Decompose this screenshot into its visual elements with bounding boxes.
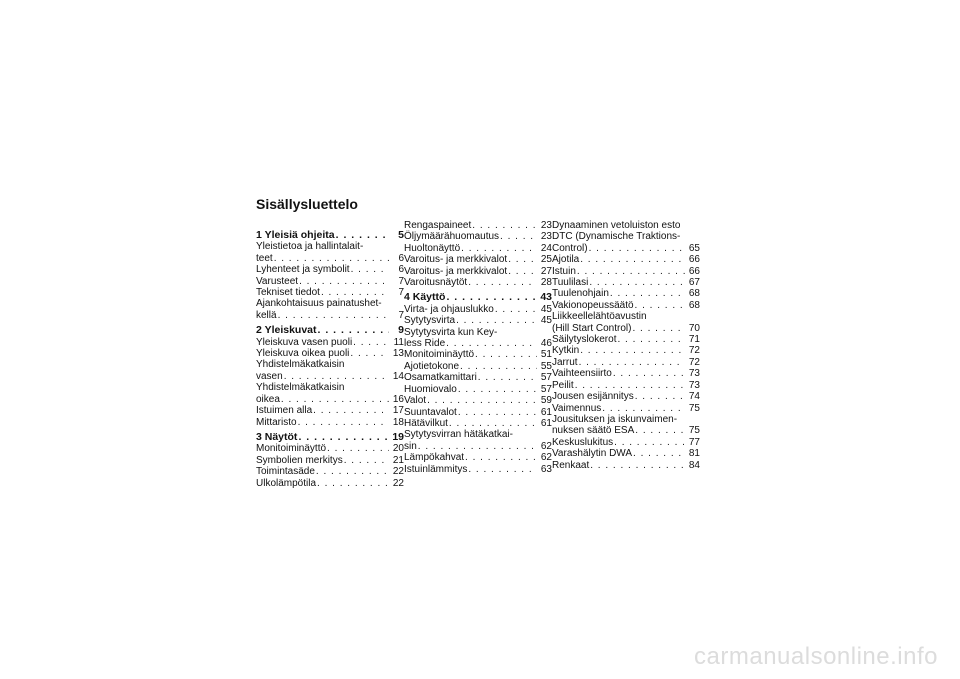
dot-leader [446,338,537,349]
toc-page-number: 24 [540,242,552,254]
toc-entry-label: Varoitusnäytöt [404,277,468,289]
dot-leader [418,441,537,452]
toc-column-1 [256,230,404,489]
toc-entry [552,414,700,437]
toc-entry [552,368,700,379]
toc-entry-text-line: Yhdistelmäkatkaisin [256,359,345,371]
toc-page-number: 73 [688,379,700,391]
toc-entry [552,345,700,356]
toc-entry [552,448,700,459]
toc-page-number: 45 [540,315,552,327]
toc-entry [404,384,552,395]
toc-entry-label: kellä [256,309,277,321]
dot-leader [321,287,389,298]
dot-leader [461,243,537,254]
toc-page-number: 18 [392,416,404,428]
toc-entry-text-line: DTC (Dynamische Traktions- [552,231,681,243]
dot-leader [472,220,537,231]
toc-entry [256,264,404,275]
dot-leader [632,323,685,334]
toc-entry-label: Yleiskuva oikea puoli [256,348,350,360]
toc-entry-label: Vaimennus [552,402,602,414]
toc-entry-row [256,443,404,454]
dot-leader [327,443,389,454]
toc-entry-row [552,357,700,368]
toc-page-number: 66 [688,254,700,266]
toc-entry-label: Virta- ja ohjauslukko [404,303,494,315]
toc-entry-label: Varusteet [256,275,299,287]
toc-page-number: 25 [540,254,552,266]
toc-page-number: 67 [688,277,700,289]
dot-leader [458,407,537,418]
toc-entry [256,298,404,321]
toc-page-number: 51 [540,349,552,361]
toc-entry [256,478,404,489]
toc-entry [404,361,552,372]
dot-leader [446,292,537,303]
toc-entry-text-line: Yhdistelmäkatkaisin [256,382,345,394]
toc-page-number: 46 [540,338,552,350]
toc-entry [256,405,404,416]
dot-leader [580,345,685,356]
toc-entry [404,395,552,406]
toc-entry-row [256,337,404,348]
dot-leader [508,254,537,265]
toc-entry-row [404,315,552,326]
toc-page-number: 5 [398,229,404,241]
toc-entry-label: Varoitus- ja merkkivalot [404,265,508,277]
toc-entry-label: Monitoiminäyttö [256,443,327,455]
dot-leader [318,325,389,336]
toc-page-number: 77 [688,436,700,448]
toc-page-number: 70 [688,322,700,334]
toc-entry-label: less Ride [404,338,446,350]
toc-entry-row [256,276,404,287]
dot-leader [635,300,685,311]
toc-entry-row [404,254,552,265]
toc-page-number: 61 [540,406,552,418]
toc-page-number: 27 [540,265,552,277]
toc-entry-label: Tuulilasi [552,277,589,289]
toc-entry-row [256,325,404,336]
dot-leader [299,276,389,287]
toc-entry-row [256,478,404,489]
toc-entry-label: oikea [256,393,280,405]
toc-entry [404,254,552,265]
toc-entry-row [552,254,700,265]
dot-leader [468,277,537,288]
toc-entry [256,287,404,298]
toc-page-number: 72 [688,356,700,368]
dot-leader [610,288,685,299]
toc-entry [552,437,700,448]
toc-entry-row [552,277,700,288]
dot-leader [278,310,389,321]
dot-leader [579,357,685,368]
toc-page-number: 57 [540,383,552,395]
toc-page-number: 66 [688,265,700,277]
toc-entry-text-line: Yleistietoa ja hallintalait- [256,241,364,253]
toc-entry [404,327,552,350]
toc-entry-label: nuksen säätö ESA [552,425,635,437]
toc-entry-row [404,338,552,349]
toc-section-entry [256,230,404,241]
toc-entry-row [404,372,552,383]
toc-entry-label: Vakionopeussäätö [552,299,634,311]
dot-leader [460,361,537,372]
toc-page-number: 14 [392,370,404,382]
dot-leader [575,380,685,391]
toc-page-number: 59 [540,395,552,407]
toc-page-number: 57 [540,372,552,384]
dot-leader [635,425,685,436]
toc-page-number: 71 [688,334,700,346]
toc-page-number: 74 [688,391,700,403]
dot-leader [274,253,389,264]
toc-entry-text-line: Ajankohtaisuus painatushet- [256,298,382,310]
toc-entry-row [404,231,552,242]
toc-entry [552,300,700,311]
toc-entry-text-line: Jousituksen ja iskunvaimen- [552,413,678,425]
toc-entry [256,348,404,359]
toc-entry [404,372,552,383]
toc-entry-label: Yleiskuva vasen puoli [256,336,353,348]
toc-page-number: 61 [540,417,552,429]
toc-entry [404,349,552,360]
watermark-text: carmanualsonline.info [694,643,938,670]
toc-entry-row [552,288,700,299]
toc-page-number: 62 [540,452,552,464]
dot-leader [281,394,389,405]
dot-leader [475,349,537,360]
toc-page-number: 55 [540,360,552,372]
toc-entry-label: Tekniset tiedot [256,287,320,299]
toc-entry [404,429,552,452]
toc-page-number: 65 [688,242,700,254]
toc-entry [256,382,404,405]
toc-entry-row [404,452,552,463]
toc-entry [256,276,404,287]
toc-entry [552,266,700,277]
toc-column-2 [404,220,552,475]
toc-entry-label: Huomiovalo [404,383,457,395]
toc-entry [404,231,552,242]
toc-entry-row [404,441,552,452]
toc-entry-label: Kytkin [552,345,580,357]
toc-entry-text-line: Liikkeellelähtöavustin [552,311,647,323]
toc-entry-row [404,292,552,303]
toc-entry-row [256,417,404,428]
toc-entry-row [552,425,700,436]
toc-entry-label: vasen [256,370,283,382]
dot-leader [617,334,685,345]
toc-entry [256,241,404,264]
toc-entry-row [552,334,700,345]
dot-leader [577,266,685,277]
toc-page-number: 7 [398,287,404,299]
toc-entry-label: Vaihteensiirto [552,368,612,380]
toc-entry-row [256,348,404,359]
toc-entry-label: Renkaat [552,459,590,471]
toc-entry-label: 1 Yleisiä ohjeita [256,229,335,241]
toc-entry [552,357,700,368]
toc-page-number: 28 [540,277,552,289]
toc-page-number: 22 [392,477,404,489]
toc-entry-label: Jousen esijännitys [552,391,634,403]
toc-entry-label: Varoitus- ja merkkivalot [404,254,508,266]
toc-entry [552,288,700,299]
toc-entry-label: Symbolien merkitys [256,454,343,466]
toc-entry [552,391,700,402]
toc-entry-row [552,368,700,379]
dot-leader [449,418,537,429]
toc-entry [404,220,552,231]
toc-entry-row [552,437,700,448]
dot-leader [613,368,685,379]
toc-page-number: 13 [392,348,404,360]
toc-entry-row [552,448,700,459]
toc-entry-row [552,345,700,356]
dot-leader [456,315,537,326]
dot-leader [589,277,685,288]
toc-page-number: 73 [688,368,700,380]
toc-page-number: 9 [398,324,404,337]
toc-page-number: 43 [540,291,552,304]
toc-entry-label: Rengaspaineet [404,220,472,231]
toc-entry-row [256,253,404,264]
toc-entry [404,243,552,254]
dot-leader [468,464,537,475]
toc-entry-label: Sytytysvirta [404,315,456,327]
toc-entry [256,466,404,477]
toc-page-number: 75 [688,425,700,437]
toc-entry-label: Hätävilkut [404,417,448,429]
toc-entry-row [404,384,552,395]
toc-entry-row [404,220,552,231]
toc-page-number: 16 [392,393,404,405]
dot-leader [351,264,389,275]
toc-entry-row [256,287,404,298]
toc-entry [256,337,404,348]
toc-entry [256,443,404,454]
toc-entry-row [256,394,404,405]
toc-entry-row [552,403,700,414]
toc-page-number: 6 [398,264,404,276]
dot-leader [465,452,537,463]
toc-page-number: 7 [398,309,404,321]
toc-entry-label: Valot [404,395,427,407]
toc-entry [256,359,404,382]
toc-entry-row [552,460,700,471]
toc-entry-row [404,243,552,254]
toc-entry-row [404,361,552,372]
toc-page-number: 45 [540,303,552,315]
toc-page-number: 11 [393,336,404,348]
toc-page-number: 68 [688,299,700,311]
toc-entry-row [552,266,700,277]
dot-leader [353,337,389,348]
toc-entry-row [404,418,552,429]
toc-column-3 [552,220,700,471]
toc-entry-text-line: Sytytysvirran hätäkatkai- [404,429,513,441]
dot-leader [350,348,389,359]
toc-section-entry [256,432,404,443]
toc-entry-row [404,464,552,475]
toc-entry [404,266,552,277]
toc-entry-row [404,395,552,406]
toc-entry-label: 4 Käyttö [404,291,446,304]
toc-entry [404,304,552,315]
toc-entry [404,464,552,475]
toc-entry-label: sin [404,440,417,452]
toc-entry-label: Peilit [552,379,574,391]
dot-leader [508,266,537,277]
toc-entry-label: Istuin [552,265,576,277]
toc-entry-label: Säilytyslokerot [552,334,617,346]
toc-page-number: 75 [688,402,700,414]
toc-entry-row [256,432,404,443]
dot-leader [458,384,537,395]
toc-entry-row [404,277,552,288]
toc-entry-label: Ulkolämpötila [256,477,317,489]
toc-entry-row [404,304,552,315]
dot-leader [500,231,537,242]
toc-entry-row [256,371,404,382]
toc-entry-row [404,407,552,418]
toc-section-entry [404,292,552,303]
dot-leader [478,372,537,383]
toc-entry-row [256,264,404,275]
toc-section-entry [256,325,404,336]
toc-entry-label: Tuulenohjain [552,288,609,300]
toc-entry-row [552,243,700,254]
dot-leader [580,254,685,265]
toc-entry-label: Suuntavalot [404,406,457,418]
toc-page-number: 23 [540,220,552,231]
toc-entry [404,315,552,326]
toc-entry-label: Ajotila [552,254,580,266]
dot-leader [317,478,389,489]
toc-entry [552,311,700,334]
toc-entry-label: (Hill Start Control) [552,322,632,334]
toc-entry-row [256,455,404,466]
toc-entry [256,455,404,466]
toc-entry-text-line: Sytytysvirta kun Key- [404,326,498,338]
toc-entry-label: Lyhenteet ja symbolit [256,264,350,276]
toc-entry-row [552,323,700,334]
page-title: Sisällysluettelo [256,196,358,212]
toc-entry-row [552,391,700,402]
toc-entry [552,380,700,391]
toc-entry [552,334,700,345]
toc-entry [404,277,552,288]
toc-entry-label: Keskuslukitus [552,436,614,448]
toc-entry [552,403,700,414]
toc-entry-label: Jarrut [552,356,578,368]
toc-page-number: 21 [392,454,404,466]
dot-leader [427,395,537,406]
toc-entry [404,452,552,463]
toc-entry-label: 3 Näytöt [256,430,298,443]
toc-entry-row [256,405,404,416]
toc-entry-label: Osamatkamittari [404,372,477,384]
toc-entry [256,417,404,428]
toc-entry-label: Istuinlämmitys [404,463,468,475]
toc-entry-label: Öljymäärähuomautus [404,231,500,243]
toc-entry-label: Mittaristo [256,416,297,428]
toc-page-number: 68 [688,288,700,300]
toc-entry [552,220,700,254]
toc-page-number: 19 [392,430,404,443]
toc-page-number: 6 [398,252,404,264]
toc-entry-label: Toimintasäde [256,466,315,478]
toc-page-number: 62 [540,440,552,452]
dot-leader [602,403,685,414]
toc-entry-label: Istuimen alla [256,405,313,417]
toc-page-number: 17 [392,405,404,417]
toc-entry-label: Monitoiminäyttö [404,349,475,361]
toc-entry-row [552,380,700,391]
dot-leader [635,391,685,402]
toc-entry-label: teet [256,252,273,264]
toc-entry-row [404,266,552,277]
toc-entry [404,418,552,429]
toc-entry-row [256,310,404,321]
toc-entry-label: Lämpökahvat [404,452,465,464]
toc-entry-text-line: Dynaaminen vetoluiston esto [552,220,681,231]
dot-leader [495,304,537,315]
dot-leader [590,460,685,471]
dot-leader [336,230,389,241]
toc-page-number: 72 [688,345,700,357]
toc-entry-label: 2 Yleiskuvat [256,324,317,337]
dot-leader [344,455,389,466]
toc-entry-label: Control) [552,242,588,254]
toc-page-number: 20 [392,443,404,455]
dot-leader [614,437,685,448]
toc-page-number: 22 [392,466,404,478]
toc-page-number: 23 [540,231,552,243]
toc-entry-label: Varashälytin DWA [552,448,633,460]
toc-entry [552,254,700,265]
dot-leader [298,432,389,443]
dot-leader [589,243,685,254]
dot-leader [284,371,389,382]
dot-leader [316,466,389,477]
dot-leader [298,417,389,428]
toc-entry [552,460,700,471]
toc-entry [552,277,700,288]
toc-entry-row [404,349,552,360]
toc-entry-row [552,300,700,311]
dot-leader [633,448,685,459]
toc-page-number: 63 [540,463,552,475]
toc-page-number: 84 [688,459,700,471]
toc-entry-row [256,230,404,241]
toc-page-number: 81 [688,448,700,460]
toc-page-number: 7 [398,275,404,287]
dot-leader [313,405,389,416]
toc-entry [404,407,552,418]
toc-entry-label: Huoltonäyttö [404,242,461,254]
toc-entry-row [256,466,404,477]
toc-entry-label: Ajotietokone [404,360,460,372]
